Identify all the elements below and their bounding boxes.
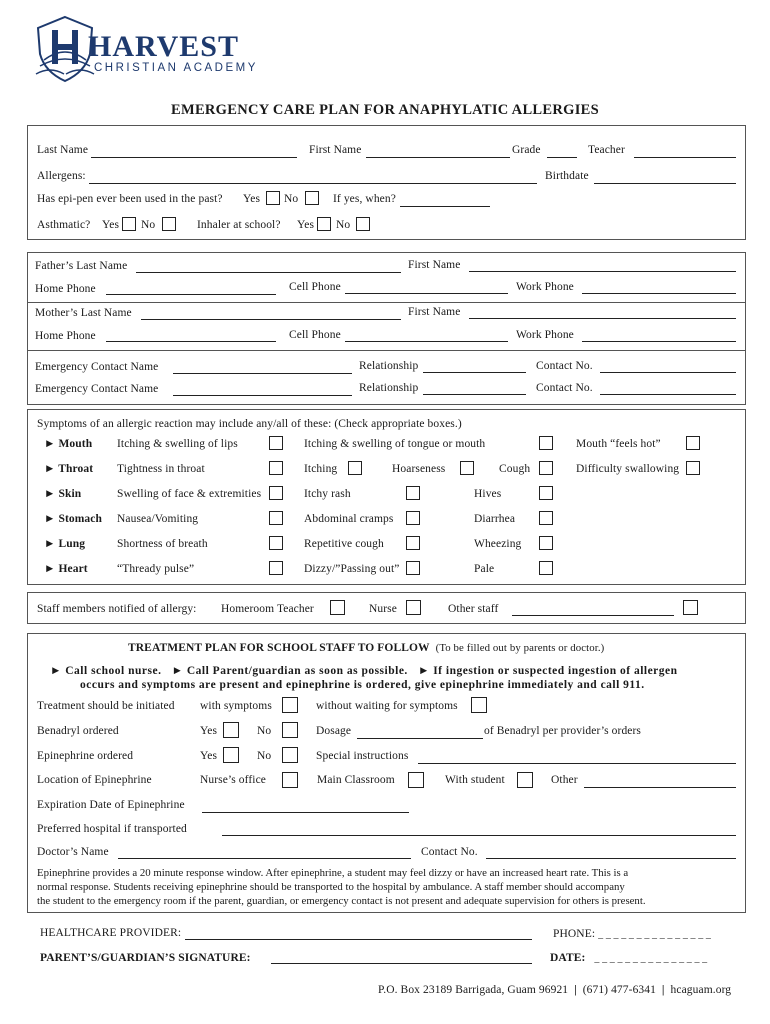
relationship-label-1: Relationship bbox=[359, 360, 419, 372]
symptom-breath-checkbox[interactable] bbox=[269, 536, 283, 550]
parent-signature-label: PARENT’S/GUARDIAN’S SIGNATURE: bbox=[40, 952, 251, 964]
birthdate-field[interactable] bbox=[594, 183, 736, 184]
symptom-cramps-checkbox[interactable] bbox=[406, 511, 420, 525]
inhaler-no-label: No bbox=[336, 219, 351, 231]
father-cell-label: Cell Phone bbox=[289, 281, 341, 293]
treatment-actions-line-2: occurs and symptoms are present and epinephrine is ordered, give epinephrine immediately and call 911. bbox=[80, 679, 645, 691]
symptom-itching-label: Itching bbox=[304, 463, 338, 475]
symptom-rep-cough-checkbox[interactable] bbox=[406, 536, 420, 550]
symptom-feels-hot-checkbox[interactable] bbox=[686, 436, 700, 450]
dosage-field[interactable] bbox=[357, 738, 483, 739]
last-name-label: Last Name bbox=[37, 144, 89, 156]
father-work-label: Work Phone bbox=[516, 281, 574, 293]
date-label: DATE: _ _ _ _ _ _ _ _ _ _ _ _ _ _ _ bbox=[550, 952, 708, 964]
symptom-area-throat: ► Throat bbox=[44, 463, 94, 475]
first-name-label: First Name bbox=[309, 144, 362, 156]
hospital-field[interactable] bbox=[222, 835, 736, 836]
benadryl-no-label: No bbox=[257, 725, 272, 737]
epi-no-checkbox[interactable] bbox=[282, 747, 298, 763]
parent-signature-field[interactable] bbox=[271, 963, 532, 964]
epipen-yes-checkbox[interactable] bbox=[266, 191, 280, 205]
mother-first-label: First Name bbox=[408, 306, 461, 318]
mother-last-label: Mother’s Last Name bbox=[35, 307, 132, 319]
father-home-label: Home Phone bbox=[35, 283, 96, 295]
symptom-face-checkbox[interactable] bbox=[269, 486, 283, 500]
with-student-label: With student bbox=[445, 774, 505, 786]
father-last-field[interactable] bbox=[136, 272, 401, 273]
footer-website[interactable]: hcaguam.org bbox=[670, 984, 732, 996]
main-classroom-label: Main Classroom bbox=[317, 774, 395, 786]
if-yes-field[interactable] bbox=[400, 206, 490, 207]
relationship-field-2[interactable] bbox=[423, 394, 526, 395]
epipen-no-label: No bbox=[284, 193, 299, 205]
symptom-area-stomach: ► Stomach bbox=[44, 513, 102, 525]
treatment-header: TREATMENT PLAN FOR SCHOOL STAFF TO FOLLOW (To be filled out by parents or doctor.) bbox=[128, 642, 605, 654]
symptom-hives-checkbox[interactable] bbox=[539, 486, 553, 500]
symptom-tongue-label: Itching & swelling of tongue or mouth bbox=[304, 438, 486, 450]
epi-yes-label: Yes bbox=[200, 750, 218, 762]
symptom-swallowing-checkbox[interactable] bbox=[686, 461, 700, 475]
symptom-rep-cough-label: Repetitive cough bbox=[304, 538, 384, 550]
footer-contact: P.O. Box 23189 Barrigada, Guam 96921 | (671) 477-6341 | hcaguam.org bbox=[378, 984, 732, 996]
doctor-contact-label: Contact No. bbox=[421, 846, 478, 858]
father-first-field[interactable] bbox=[469, 271, 736, 272]
special-label: Special instructions bbox=[316, 750, 409, 762]
date-field[interactable]: _ _ _ _ _ _ _ _ _ _ _ _ _ _ _ bbox=[594, 953, 708, 964]
nurse-checkbox[interactable] bbox=[406, 600, 421, 615]
school-logo bbox=[30, 14, 270, 84]
symptom-feels-hot-label: Mouth “feels hot” bbox=[576, 438, 661, 450]
symptom-pulse-label: “Thready pulse” bbox=[117, 563, 195, 575]
special-field[interactable] bbox=[418, 763, 736, 764]
staff-label: Staff members notified of allergy: bbox=[37, 603, 197, 615]
doctor-field[interactable] bbox=[118, 858, 411, 859]
teacher-label: Teacher bbox=[588, 144, 625, 156]
birthdate-label: Birthdate bbox=[545, 170, 589, 182]
asthmatic-yes-checkbox[interactable] bbox=[122, 217, 136, 231]
provider-field[interactable] bbox=[185, 939, 532, 940]
symptom-hoarseness-checkbox[interactable] bbox=[460, 461, 474, 475]
expiration-field[interactable] bbox=[202, 812, 409, 813]
epipen-question: Has epi-pen ever been used in the past? bbox=[37, 193, 223, 205]
last-name-field[interactable] bbox=[91, 157, 297, 158]
logo-name: HARVEST bbox=[88, 30, 239, 63]
benadryl-yes-label: Yes bbox=[200, 725, 218, 737]
symptom-rash-checkbox[interactable] bbox=[406, 486, 420, 500]
father-first-label: First Name bbox=[408, 259, 461, 271]
symptom-area-mouth: ► Mouth bbox=[44, 438, 93, 450]
symptom-dizzy-checkbox[interactable] bbox=[406, 561, 420, 575]
symptom-lips-label: Itching & swelling of lips bbox=[117, 438, 238, 450]
epi-yes-checkbox[interactable] bbox=[223, 747, 239, 763]
homeroom-checkbox[interactable] bbox=[330, 600, 345, 615]
contact-no-label-2: Contact No. bbox=[536, 382, 593, 394]
epinephrine-note: Epinephrine provides a 20 minute response window. After epinephrine, a student may feel dizzy or have an increased heart rate. This is a normal response. Students receiving epinephrine should be transported to the hospital by ambulance. A staff member should accompany the student to the emergency room if the parent, guardian, or emergency contact is not present and adequate supervision for others is present. bbox=[37, 867, 646, 907]
provider-phone-field[interactable]: _ _ _ _ _ _ _ _ _ _ _ _ _ _ _ bbox=[598, 929, 712, 940]
father-home-field[interactable] bbox=[106, 294, 276, 295]
symptom-hives-label: Hives bbox=[474, 488, 502, 500]
asthmatic-no-label: No bbox=[141, 219, 156, 231]
inhaler-no-checkbox[interactable] bbox=[356, 217, 370, 231]
symptom-dizzy-label: Dizzy/”Passing out” bbox=[304, 563, 400, 575]
symptom-pale-label: Pale bbox=[474, 563, 495, 575]
symptom-cough-label: Cough bbox=[499, 463, 531, 475]
symptom-area-skin: ► Skin bbox=[44, 488, 82, 500]
contact-no-label-1: Contact No. bbox=[536, 360, 593, 372]
symptom-diarrhea-checkbox[interactable] bbox=[539, 511, 553, 525]
symptom-diarrhea-label: Diarrhea bbox=[474, 513, 516, 525]
first-name-field[interactable] bbox=[366, 157, 510, 158]
allergens-label: Allergens: bbox=[37, 170, 86, 182]
symptom-swallowing-label: Difficulty swallowing bbox=[576, 463, 680, 475]
symptom-tightness-label: Tightness in throat bbox=[117, 463, 205, 475]
benadryl-note: of Benadryl per provider’s orders bbox=[484, 725, 642, 737]
provider-label: HEALTHCARE PROVIDER: bbox=[40, 927, 182, 939]
emergency-divider bbox=[27, 350, 746, 351]
asthmatic-label: Asthmatic? bbox=[37, 219, 91, 231]
symptom-rash-label: Itchy rash bbox=[304, 488, 351, 500]
nurse-office-checkbox[interactable] bbox=[282, 772, 298, 788]
emergency-name-label-1: Emergency Contact Name bbox=[35, 361, 159, 373]
benadryl-label: Benadryl ordered bbox=[37, 725, 119, 737]
epi-ordered-label: Epinephrine ordered bbox=[37, 750, 134, 762]
without-waiting-label: without waiting for symptoms bbox=[316, 700, 458, 712]
symptom-wheezing-label: Wheezing bbox=[474, 538, 522, 550]
doctor-contact-field[interactable] bbox=[486, 858, 736, 859]
father-cell-field[interactable] bbox=[345, 293, 508, 294]
location-label: Location of Epinephrine bbox=[37, 774, 152, 786]
symptom-pale-checkbox[interactable] bbox=[539, 561, 553, 575]
emergency-name-label-2: Emergency Contact Name bbox=[35, 383, 159, 395]
other-staff-checkbox[interactable] bbox=[683, 600, 698, 615]
homeroom-label: Homeroom Teacher bbox=[221, 603, 314, 615]
allergens-field[interactable] bbox=[89, 183, 537, 184]
epipen-no-checkbox[interactable] bbox=[305, 191, 319, 205]
dosage-label: Dosage bbox=[316, 725, 352, 737]
epi-no-label: No bbox=[257, 750, 272, 762]
symptom-cough-checkbox[interactable] bbox=[539, 461, 553, 475]
inhaler-yes-label: Yes bbox=[297, 219, 315, 231]
location-other-field[interactable] bbox=[584, 787, 736, 788]
footer-phone: (671) 477-6341 bbox=[582, 984, 656, 996]
benadryl-no-checkbox[interactable] bbox=[282, 722, 298, 738]
if-yes-label: If yes, when? bbox=[333, 193, 396, 205]
teacher-field[interactable] bbox=[634, 157, 736, 158]
provider-phone-label: PHONE: _ _ _ _ _ _ _ _ _ _ _ _ _ _ _ bbox=[553, 928, 712, 940]
mother-work-field[interactable] bbox=[582, 341, 736, 342]
benadryl-yes-checkbox[interactable] bbox=[223, 722, 239, 738]
inhaler-label: Inhaler at school? bbox=[197, 219, 281, 231]
mother-cell-label: Cell Phone bbox=[289, 329, 341, 341]
symptom-area-heart: ► Heart bbox=[44, 563, 88, 575]
symptom-tightness-checkbox[interactable] bbox=[269, 461, 283, 475]
logo-tagline: CHRISTIAN ACADEMY bbox=[94, 62, 258, 74]
main-classroom-checkbox[interactable] bbox=[408, 772, 424, 788]
emergency-name-field-1[interactable] bbox=[173, 373, 352, 374]
footer-address: P.O. Box 23189 Barrigada, Guam 96921 bbox=[378, 984, 569, 996]
without-waiting-checkbox[interactable] bbox=[471, 697, 487, 713]
grade-label: Grade bbox=[512, 144, 541, 156]
nurse-label: Nurse bbox=[369, 603, 397, 615]
treatment-actions-line: ► Call school nurse. ► Call Parent/guardian as soon as possible. ► If ingestion or suspected ingestion of allergen bbox=[50, 665, 678, 677]
with-symptoms-label: with symptoms bbox=[200, 700, 272, 712]
symptom-pulse-checkbox[interactable] bbox=[269, 561, 283, 575]
symptom-hoarseness-label: Hoarseness bbox=[392, 463, 446, 475]
symptom-nausea-label: Nausea/Vomiting bbox=[117, 513, 199, 525]
with-student-checkbox[interactable] bbox=[517, 772, 533, 788]
symptom-wheezing-checkbox[interactable] bbox=[539, 536, 553, 550]
location-other-label: Other bbox=[551, 774, 578, 786]
father-last-label: Father’s Last Name bbox=[35, 260, 128, 272]
symptom-cramps-label: Abdominal cramps bbox=[304, 513, 394, 525]
nurse-office-label: Nurse’s office bbox=[200, 774, 267, 786]
inhaler-yes-checkbox[interactable] bbox=[317, 217, 331, 231]
symptom-nausea-checkbox[interactable] bbox=[269, 511, 283, 525]
contact-no-field-2[interactable] bbox=[600, 394, 736, 395]
symptom-itching-checkbox[interactable] bbox=[348, 461, 362, 475]
relationship-field-1[interactable] bbox=[423, 372, 526, 373]
grade-field[interactable] bbox=[547, 157, 577, 158]
with-symptoms-checkbox[interactable] bbox=[282, 697, 298, 713]
mother-work-label: Work Phone bbox=[516, 329, 574, 341]
mother-home-label: Home Phone bbox=[35, 330, 96, 342]
doctor-label: Doctor’s Name bbox=[37, 846, 109, 858]
emergency-name-field-2[interactable] bbox=[173, 395, 352, 396]
symptom-lips-checkbox[interactable] bbox=[269, 436, 283, 450]
mother-last-field[interactable] bbox=[141, 319, 401, 320]
expiration-label: Expiration Date of Epinephrine bbox=[37, 799, 185, 811]
contact-no-field-1[interactable] bbox=[600, 372, 736, 373]
symptom-breath-label: Shortness of breath bbox=[117, 538, 208, 550]
father-work-field[interactable] bbox=[582, 293, 736, 294]
epipen-yes-label: Yes bbox=[243, 193, 261, 205]
mother-cell-field[interactable] bbox=[345, 341, 508, 342]
other-staff-field[interactable] bbox=[512, 615, 674, 616]
initiated-label: Treatment should be initiated bbox=[37, 700, 175, 712]
hospital-label: Preferred hospital if transported bbox=[37, 823, 187, 835]
parents-divider bbox=[27, 302, 746, 303]
page-title: EMERGENCY CARE PLAN FOR ANAPHYLATIC ALLERGIES bbox=[170, 102, 599, 118]
relationship-label-2: Relationship bbox=[359, 382, 419, 394]
symptoms-intro: Symptoms of an allergic reaction may include any/all of these: (Check appropriate boxes.) bbox=[37, 418, 462, 430]
mother-first-field[interactable] bbox=[469, 318, 736, 319]
symptom-face-label: Swelling of face & extremities bbox=[117, 488, 262, 500]
asthmatic-no-checkbox[interactable] bbox=[162, 217, 176, 231]
mother-home-field[interactable] bbox=[106, 341, 276, 342]
symptom-area-lung: ► Lung bbox=[44, 538, 86, 550]
asthmatic-yes-label: Yes bbox=[102, 219, 120, 231]
other-staff-label: Other staff bbox=[448, 603, 499, 615]
symptom-tongue-checkbox[interactable] bbox=[539, 436, 553, 450]
